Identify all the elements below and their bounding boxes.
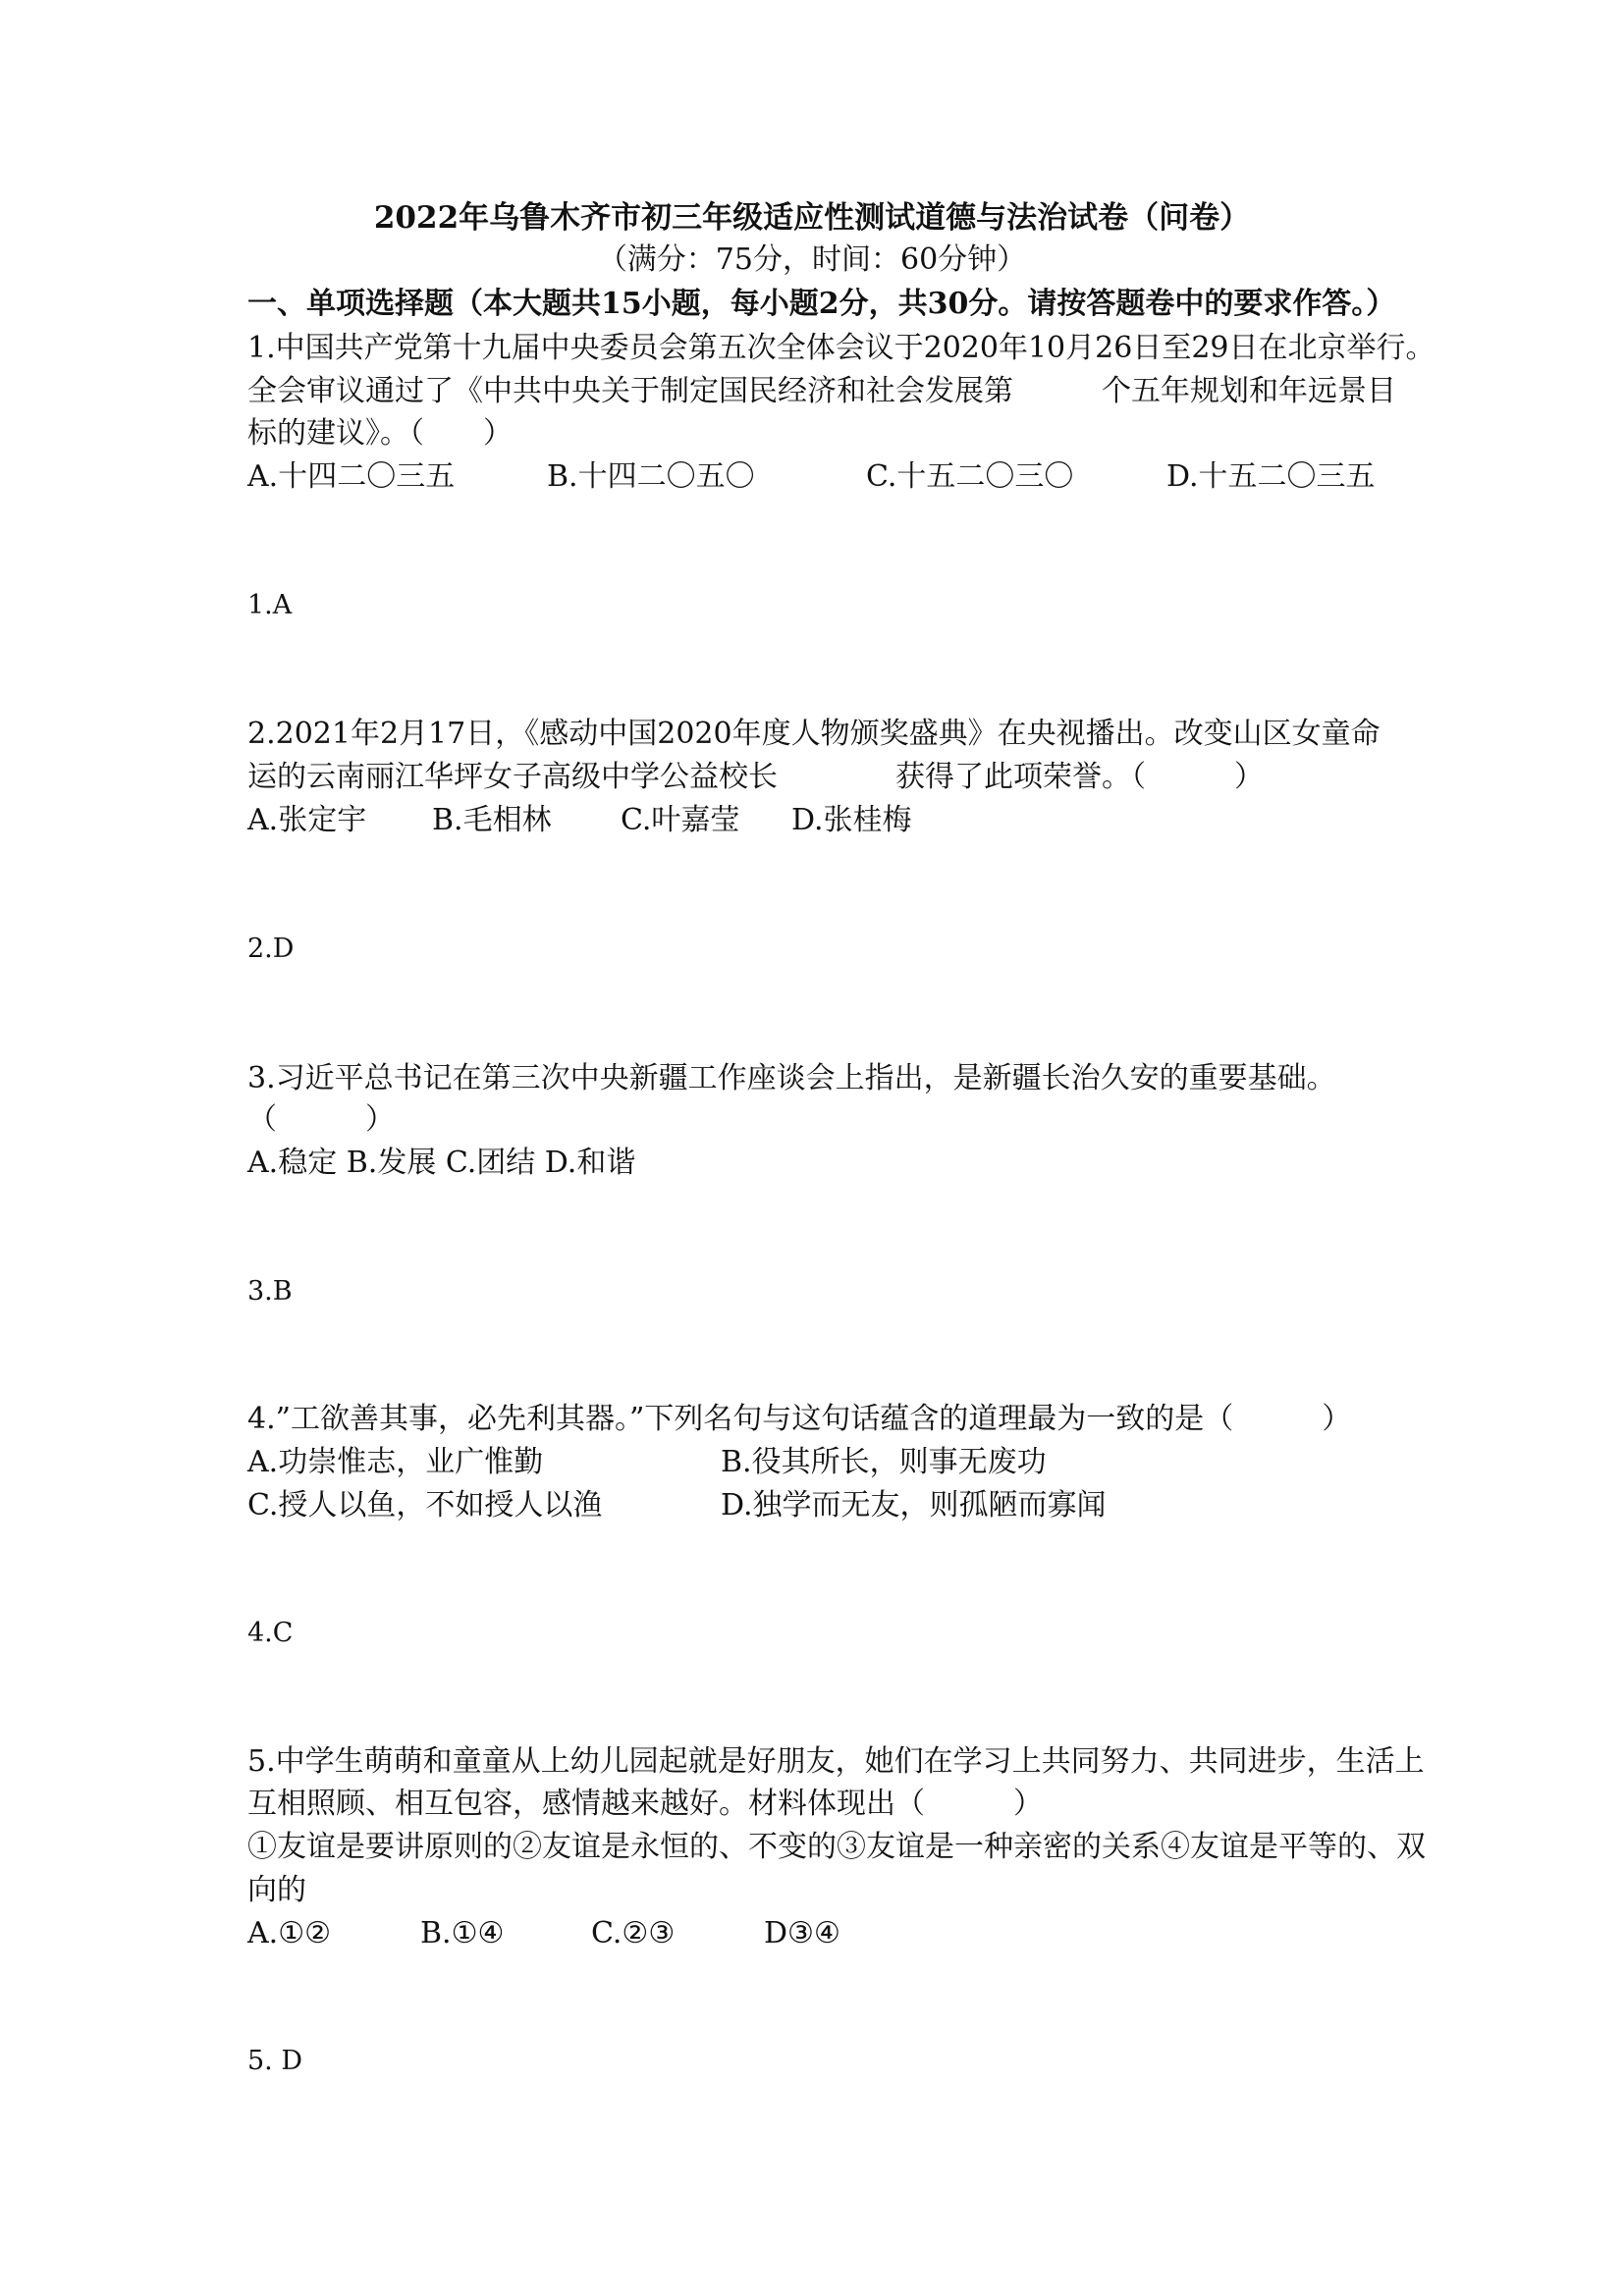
question-stem-line: 4.”工欲善其事，必先利其器。”下列名句与这句话蕴含的道理最为一致的是（ ） xyxy=(247,1402,1352,1436)
question-stem-line: 1.中国共产党第十九届中央委员会第五次全体会议于2020年10月26日至29日在北京举行。 xyxy=(247,331,1435,365)
option-b: B.役其所长，则事无废功 xyxy=(721,1445,1047,1479)
option-a: A.功崇惟志，业广惟勤 xyxy=(247,1445,544,1479)
question-stem-line: （ ） xyxy=(247,1102,395,1137)
question-stem-line: 向的 xyxy=(247,1873,306,1907)
option-a: A.张定宇 xyxy=(247,803,367,837)
question-stem-line: 全会审议通过了《中共中央关于制定国民经济和社会发展第 个五年规划和年远景目 xyxy=(247,374,1396,408)
question-stem-line: 互相照顾、相互包容，感情越来越好。材料体现出（ ） xyxy=(247,1787,1043,1821)
answer: 5. D xyxy=(247,2046,302,2076)
option-c: C.十五二〇三〇 xyxy=(866,459,1074,494)
section-heading: 一、单项选择题（本大题共15小题，每小题2分，共30分。请按答题卷中的要求作答。） xyxy=(247,287,1396,321)
option-a: A.①② xyxy=(247,1916,331,1950)
option-d: D③④ xyxy=(764,1916,840,1950)
option-b: B.毛相林 xyxy=(432,803,552,837)
exam-title: 2022年乌鲁木齐市初三年级适应性测试道德与法治试卷（问卷） xyxy=(373,200,1251,236)
option-d: D.独学而无友，则孤陋而寡闻 xyxy=(721,1488,1107,1522)
option-b: B.①④ xyxy=(420,1916,505,1950)
option-d: D.十五二〇三五 xyxy=(1166,459,1376,494)
option-b: B.十四二〇五〇 xyxy=(547,459,755,494)
question-stem-line: 2.2021年2月17日，《感动中国2020年度人物颁奖盛典》在央视播出。改变山区女童命 xyxy=(247,717,1380,751)
answer: 2.D xyxy=(247,934,295,964)
option-d: D.张桂梅 xyxy=(791,803,912,837)
option-a: A.十四二〇三五 xyxy=(247,459,456,494)
option-c: C.授人以鱼，不如授人以渔 xyxy=(247,1488,603,1522)
option-c: C.②③ xyxy=(591,1916,676,1950)
question-stem-line: 5.中学生萌萌和童童从上幼儿园起就是好朋友，她们在学习上共同努力、共同进步，生活上 xyxy=(247,1744,1425,1779)
exam-subtitle: （满分：75分，时间：60分钟） xyxy=(597,242,1027,277)
answer: 3.B xyxy=(247,1276,293,1307)
answer: 1.A xyxy=(247,590,293,620)
question-stem-line: ①友谊是要讲原则的②友谊是永恒的、不变的③友谊是一种亲密的关系④友谊是平等的、双 xyxy=(247,1830,1426,1864)
question-stem-line: 标的建议》。（ ） xyxy=(247,416,513,451)
answer: 4.C xyxy=(247,1618,294,1648)
question-stem-line: 运的云南丽江华坪女子高级中学公益校长 获得了此项荣誉。（ ） xyxy=(247,760,1264,794)
question-stem-line: 3.习近平总书记在第三次中央新疆工作座谈会上指出，是新疆长治久安的重要基础。 xyxy=(247,1061,1336,1095)
option-c: C.叶嘉莹 xyxy=(621,803,740,837)
options-line: A.稳定 B.发展 C.团结 D.和谐 xyxy=(247,1146,636,1180)
